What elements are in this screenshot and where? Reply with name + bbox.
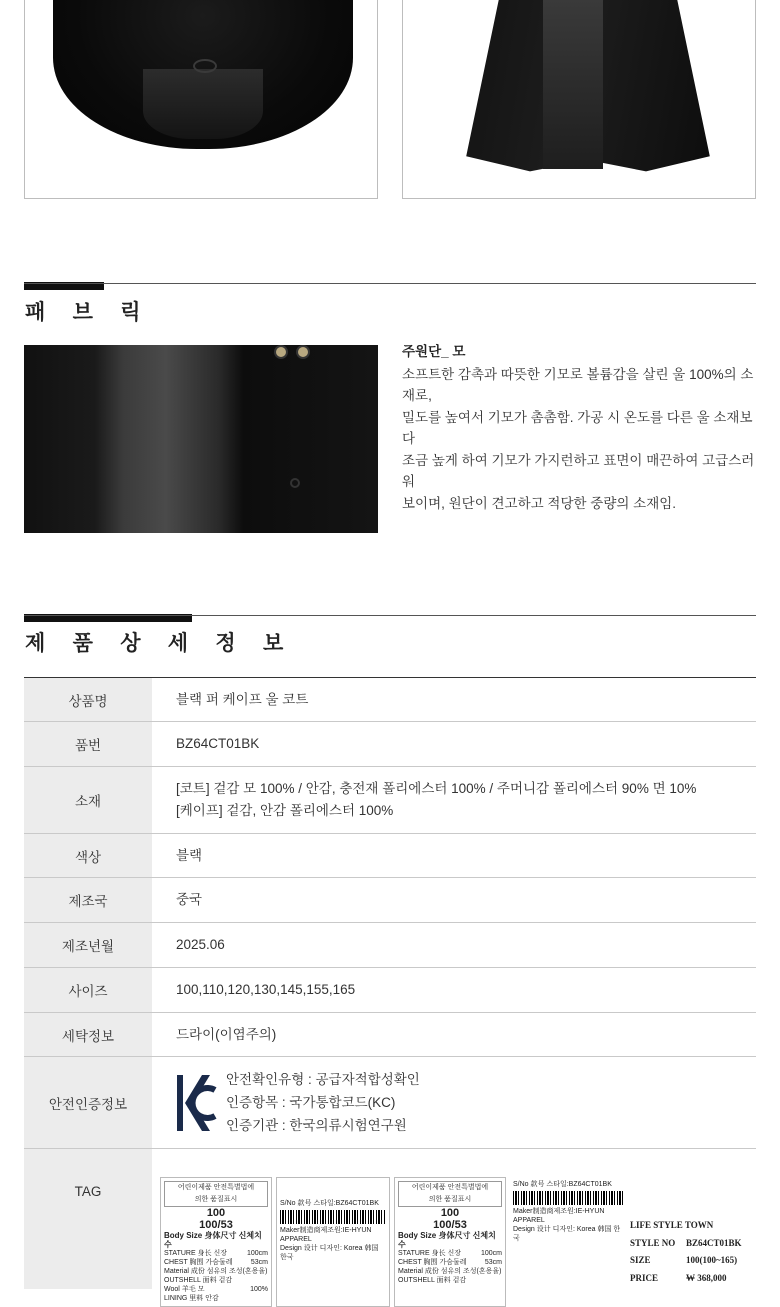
cape-bow-image	[193, 59, 217, 73]
row-label: 세탁정보	[24, 1013, 152, 1056]
table-row	[24, 1057, 756, 1149]
fabric-section-divider	[24, 283, 756, 284]
fabric-line: 밀도를 높여서 기모가 촘촘함. 가공 시 온도를 다른 울 소재보다	[402, 409, 753, 446]
row-value	[152, 878, 756, 922]
row-value	[152, 1013, 756, 1056]
wash-info: 드라이(이염주의)	[176, 1026, 277, 1042]
care-label-stature-value: 100cm	[480, 1250, 502, 1257]
coat-button-image	[296, 345, 310, 359]
care-label-title: 어린이제품 안전특별법에 의한 품질표시	[164, 1181, 268, 1207]
care-label-chest: CHEST 胸围 가슴둘레	[164, 1259, 233, 1266]
material-coat: [코트] 겉감 모 100% / 안감, 충전재 폴리에스터 100% / 주머니감 폴리에스터 90% 면 10%	[176, 781, 697, 796]
barcode-image	[513, 1191, 623, 1205]
table-row	[24, 878, 756, 923]
care-label-stature: STATURE 身长 신장	[164, 1250, 228, 1257]
care-label-stature-value: 100cm	[246, 1250, 268, 1257]
product-detail-table	[24, 677, 756, 1302]
care-label-chest-value: 53cm	[250, 1259, 268, 1266]
care-label-lining: LINING 里料 안감	[164, 1295, 219, 1302]
table-row	[24, 834, 756, 878]
care-label-sn: S/No 款号 스타일:BZ64CT01BK	[513, 1181, 612, 1188]
coat-button-image	[274, 345, 288, 359]
care-label-stature: STATURE 身长 신장	[398, 1250, 462, 1257]
row-label: 품번	[24, 722, 152, 766]
care-label-notes	[280, 1181, 386, 1199]
care-label-chest: CHEST 胸围 가슴둘레	[398, 1259, 467, 1266]
price-tag-style-value: BZ64CT01BK	[686, 1237, 742, 1248]
price-tag-price-value: ₩ 368,000	[686, 1272, 727, 1283]
price-tag-price-key: PRICE	[630, 1272, 659, 1283]
kc-mark-icon	[176, 1074, 216, 1132]
price-tag-size-key: SIZE	[630, 1255, 651, 1265]
care-label-size2: 100/53	[433, 1219, 467, 1231]
row-label: 색상	[24, 834, 152, 877]
product-color: 블랙	[176, 847, 203, 863]
manufacture-date: 2025.06	[176, 937, 225, 952]
fabric-photo	[24, 345, 378, 533]
care-label-material: Material 成份 섬유의 조성(혼용율)	[164, 1268, 268, 1275]
product-photo-coat	[402, 0, 756, 199]
table-row	[24, 678, 756, 722]
tag-images	[160, 1177, 756, 1302]
care-label-sn: S/No 款号 스타일:BZ64CT01BK	[280, 1200, 379, 1207]
fabric-section-title: 패 브 릭	[25, 300, 151, 324]
safety-agency: 인증기관 : 한국의류시험연구원	[226, 1118, 407, 1133]
material-cape: [케이프] 겉감, 안감 폴리에스터 100%	[176, 803, 394, 818]
price-tag-style-key: STYLE NO	[630, 1237, 676, 1248]
care-label-design: Design 设计 디자인: Korea 韩国 한국	[513, 1226, 621, 1242]
care-label-maker: Maker制造商제조원:IE-HYUN APPAREL	[280, 1227, 372, 1243]
care-label-wool-value: 100%	[250, 1286, 268, 1293]
table-row	[24, 923, 756, 968]
care-label-body: Body Size 身体尺寸 신체치수	[164, 1231, 262, 1249]
row-value	[152, 678, 756, 721]
table-row	[24, 1149, 756, 1302]
row-value	[152, 1149, 756, 1302]
row-label: 제조년월	[24, 923, 152, 967]
care-label-size: 100	[206, 1207, 226, 1219]
fabric-description	[402, 341, 762, 514]
care-label-outshell: OUTSHELL 面料 겉감	[164, 1277, 233, 1284]
safety-item: 인증항목 : 국가통합코드(KC)	[226, 1095, 396, 1110]
row-value	[152, 834, 756, 877]
fabric-line: 조금 높게 하여 기모가 가지런하고 표면이 매끈하여 고급스러워	[402, 452, 755, 489]
care-label-material: Material 成份 섬유의 조성(혼용율)	[398, 1268, 502, 1275]
row-value	[152, 968, 756, 1012]
table-row	[24, 767, 756, 834]
care-label-title: 어린이제품 안전특별법에 의한 품질표시	[398, 1181, 502, 1207]
row-label: 사이즈	[24, 968, 152, 1012]
safety-type: 안전확인유형 : 공급자적합성확인	[226, 1072, 420, 1087]
coat-snap-image	[290, 478, 300, 488]
care-label-chest-value: 53cm	[484, 1259, 502, 1266]
row-label: 소재	[24, 767, 152, 833]
fabric-line: 보이며, 원단이 견고하고 적당한 중량의 소재임.	[402, 495, 677, 511]
care-label-maker: Maker制造商제조원:IE-HYUN APPAREL	[513, 1208, 605, 1224]
barcode-image	[280, 1210, 386, 1224]
row-label: TAG	[24, 1149, 152, 1289]
care-label-body: Body Size 身体尺寸 신체치수	[398, 1231, 496, 1249]
care-label-size: 100	[440, 1207, 460, 1219]
care-label-image	[394, 1177, 506, 1307]
price-tag-image	[630, 1177, 765, 1307]
table-row	[24, 1013, 756, 1057]
row-value	[152, 722, 756, 766]
row-value	[152, 767, 756, 833]
price-tag-size-value: 100(100~165)	[686, 1255, 738, 1265]
row-label: 상품명	[24, 678, 152, 721]
fabric-heading: 주원단_ 모	[402, 344, 466, 359]
row-value	[152, 923, 756, 967]
detail-section-divider	[24, 615, 756, 616]
row-label: 제조국	[24, 878, 152, 922]
table-row	[24, 722, 756, 767]
care-label-image	[160, 1177, 272, 1307]
detail-section-title: 제 품 상 세 정 보	[25, 631, 294, 655]
care-label-image	[510, 1177, 626, 1307]
care-label-design: Design 设计 디자인: Korea 韩国 한국	[280, 1245, 379, 1261]
care-label-size2: 100/53	[199, 1219, 233, 1231]
product-name: 블랙 퍼 케이프 울 코트	[176, 691, 309, 707]
care-label-outshell: OUTSHELL 面料 겉감	[398, 1277, 467, 1284]
size-list: 100,110,120,130,145,155,165	[176, 982, 356, 997]
row-value	[152, 1057, 756, 1148]
table-row	[24, 968, 756, 1013]
care-label-image	[276, 1177, 390, 1307]
product-photo-cape	[24, 0, 378, 199]
price-tag-lifestyle: LIFE STYLE TOWN	[630, 1220, 714, 1230]
coat-lining-image	[543, 0, 603, 169]
row-label: 안전인증정보	[24, 1057, 152, 1148]
care-label-wool: Wool 羊毛 모	[164, 1286, 205, 1293]
fabric-line: 소프트한 감촉과 따뜻한 기모로 볼륨감을 살린 울 100%의 소재로,	[402, 366, 754, 403]
cape-lining-image	[143, 69, 263, 139]
product-code: BZ64CT01BK	[176, 736, 260, 751]
country-of-origin: 중국	[176, 892, 203, 907]
